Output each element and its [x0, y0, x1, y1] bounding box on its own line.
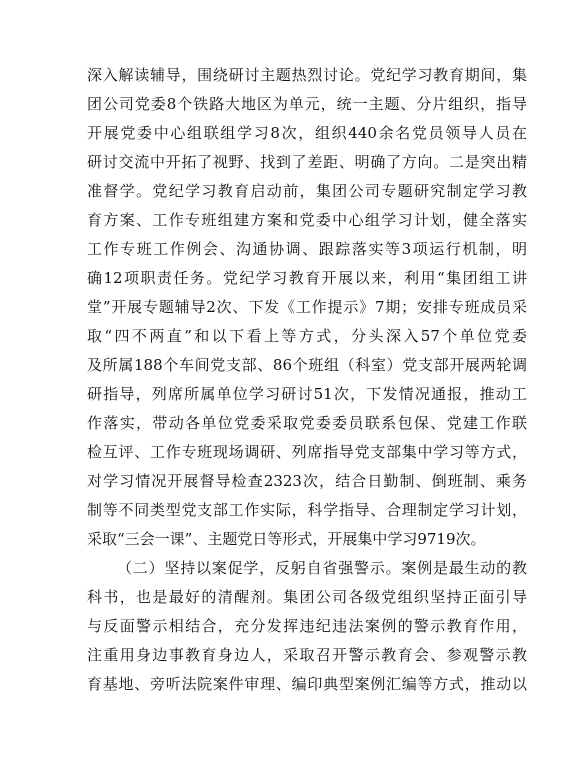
text-line: 育基地、旁听法院案件审理、编印典型案例汇编等方式，推动以	[87, 675, 527, 693]
text-line: 及所属188个车间党支部、86个班组（科室）党支部开展两轮调	[87, 356, 527, 374]
text-line: 开展党委中心组联组学习8次，组织440余名党员领导人员在	[87, 124, 527, 142]
text-line: 注重用身边事教育身边人，采取召开警示教育会、参观警示教	[87, 646, 527, 664]
text-line: 作落实，带动各单位党委采取党委委员联系包保、党建工作联	[87, 414, 527, 432]
text-line: 工作专班工作例会、沟通协调、跟踪落实等3项运行机制，明	[87, 240, 527, 258]
section-heading-line: （二）坚持以案促学，反躬自省强警示。案例是最生动的教	[117, 559, 527, 577]
text-line: 研讨交流中开拓了视野、找到了差距、明确了方向。二是突出精	[87, 153, 527, 171]
text-line: 育方案、工作专班组建方案和党委中心组学习计划，健全落实	[87, 211, 527, 229]
text-line: 采取“三会一课”、主题党日等形式，开展集中学习9719次。	[87, 530, 486, 548]
text-line: 科书，也是最好的清醒剂。集团公司各级党组织坚持正面引导	[87, 588, 527, 606]
text-line: 堂”开展专题辅导2次、下发《工作提示》7期；安排专班成员采	[87, 298, 527, 316]
text-line: 取“四不两直”和以下看上等方式，分头深入57个单位党委	[87, 327, 527, 345]
text-line: 深入解读辅导，围绕研讨主题热烈讨论。党纪学习教育期间，集	[87, 66, 527, 84]
text-line: 团公司党委8个铁路大地区为单元，统一主题、分片组织，指导	[87, 95, 527, 113]
text-line: 检互评、工作专班现场调研、列席指导党支部集中学习等方式，	[87, 443, 527, 461]
text-line: 准督学。党纪学习教育启动前，集团公司专题研究制定学习教	[87, 182, 527, 200]
text-line: 确12项职责任务。党纪学习教育开展以来，利用“集团组工讲	[87, 269, 527, 287]
text-line: 研指导，列席所属单位学习研讨51次，下发情况通报，推动工	[87, 385, 527, 403]
text-line: 对学习情况开展督导检查2323次，结合日勤制、倒班制、乘务	[87, 472, 527, 490]
text-line: 与反面警示相结合，充分发挥违纪违法案例的警示教育作用，	[87, 617, 527, 635]
text-line: 制等不同类型党支部工作实际，科学指导、合理制定学习计划，	[87, 501, 527, 519]
